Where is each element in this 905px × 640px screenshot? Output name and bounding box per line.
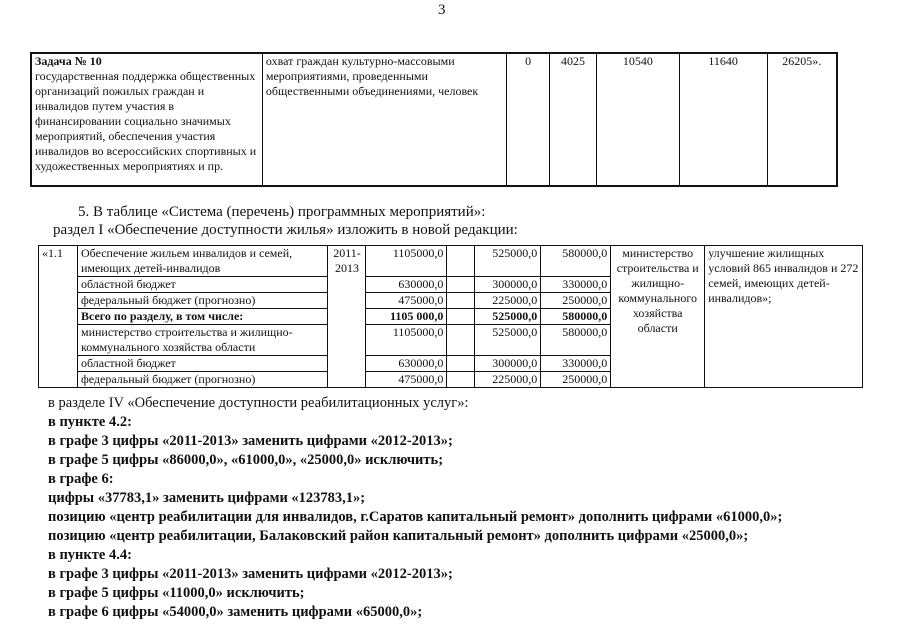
total-cell: 630000,0 [366,277,447,293]
text-line: в пункте 4.2: [48,414,132,430]
task-text: государственная поддержка общественных организаций пожилых граждан и инвалидов путем участия в финансировании социально значимых мероприятий, обеспечения участия инвалидов во всероссийских спортивных и художественных мероприятиях и пр. [35,69,257,173]
text-line: в пункте 4.4: [48,547,132,563]
value-cell: 250000,0 [541,372,611,388]
value-cell: 225000,0 [475,372,541,388]
years-cell: 2011-2013 [328,246,366,388]
row-name: федеральный бюджет (прогнозно) [77,372,328,388]
task-cell [31,53,262,186]
value-cell [447,277,475,293]
row-name: областной бюджет [77,356,328,372]
total-cell: 1105000,0 [366,246,447,277]
amendment-text [48,394,782,622]
row-name: областной бюджет [77,277,328,293]
total-cell: 475000,0 [366,372,447,388]
value-cell: 580000,0 [541,246,611,277]
text-line: позицию «центр реабилитации для инвалидов, г.Саратов капитальный ремонт» дополнить цифрами «61000,0»; [48,509,783,525]
value-cell: 580000,0 [541,325,611,356]
value-cell: 225000,0 [475,293,541,309]
value-cell: 580000,0 [541,309,611,325]
value-cell: 525000,0 [475,246,541,277]
value-cell: 26205». [767,53,837,186]
table-row [31,53,837,186]
task-title: Задача № 10 [35,54,102,68]
value-cell [447,356,475,372]
value-cell [447,372,475,388]
text-line: в графе 3 цифры «2011-2013» заменить цифрами «2012-2013»; [48,433,453,449]
text-line: в графе 3 цифры «2011-2013» заменить цифрами «2012-2013»; [48,566,453,582]
value-cell: 300000,0 [475,277,541,293]
total-cell: 1105 000,0 [366,309,447,325]
indicator-cell: охват граждан культурно-массовыми мероприятиями, проведенными общественными объединениями, человек [262,53,506,186]
text-line: в графе 5 цифры «86000,0», «61000,0», «25000,0» исключить; [48,452,444,468]
row-name: Всего по разделу, в том числе: [77,309,328,325]
value-cell: 250000,0 [541,293,611,309]
executor-cell: министерство строительства и жилищно-коммунального хозяйства области [611,246,705,388]
value-cell [447,309,475,325]
section-subheading: раздел I «Обеспечение доступности жилья» изложить в новой редакции: [53,222,518,238]
text-line: в графе 6: [48,471,114,487]
total-cell: 630000,0 [366,356,447,372]
total-cell: 475000,0 [366,293,447,309]
value-cell: 0 [507,53,550,186]
value-cell: 330000,0 [541,356,611,372]
value-cell [447,246,475,277]
value-cell: 525000,0 [475,309,541,325]
page-number: 3 [438,2,446,18]
value-cell: 300000,0 [475,356,541,372]
text-line: в графе 5 цифры «11000,0» исключить; [48,585,305,601]
total-cell: 1105000,0 [366,325,447,356]
measures-table [38,245,863,388]
section-heading: 5. В таблице «Система (перечень) программных мероприятий»: [78,204,486,220]
value-cell: 525000,0 [475,325,541,356]
value-cell: 4025 [550,53,597,186]
value-cell [447,293,475,309]
task-table [30,52,838,187]
text-line: позицию «центр реабилитации, Балаковский район капитальный ремонт» дополнить цифрами «25000,0»; [48,528,749,544]
value-cell: 10540 [596,53,679,186]
text-line: в разделе IV «Обеспечение доступности реабилитационных услуг»: [48,395,469,411]
text-line: цифры «37783,1» заменить цифрами «123783,1»; [48,490,366,506]
row-name: Обеспечение жильем инвалидов и семей, имеющих детей-инвалидов [77,246,328,277]
result-cell: улучшение жилищных условий 865 инвалидов и 272 семей, имеющих детей-инвалидов»; [705,246,863,388]
table-row [39,246,863,277]
item-number: «1.1 [39,246,78,388]
value-cell: 330000,0 [541,277,611,293]
row-name: федеральный бюджет (прогнозно) [77,293,328,309]
value-cell: 11640 [679,53,767,186]
value-cell [447,325,475,356]
row-name: министерство строительства и жилищно-коммунального хозяйства области [77,325,328,356]
text-line: в графе 6 цифры «54000,0» заменить цифрами «65000,0»; [48,604,423,620]
